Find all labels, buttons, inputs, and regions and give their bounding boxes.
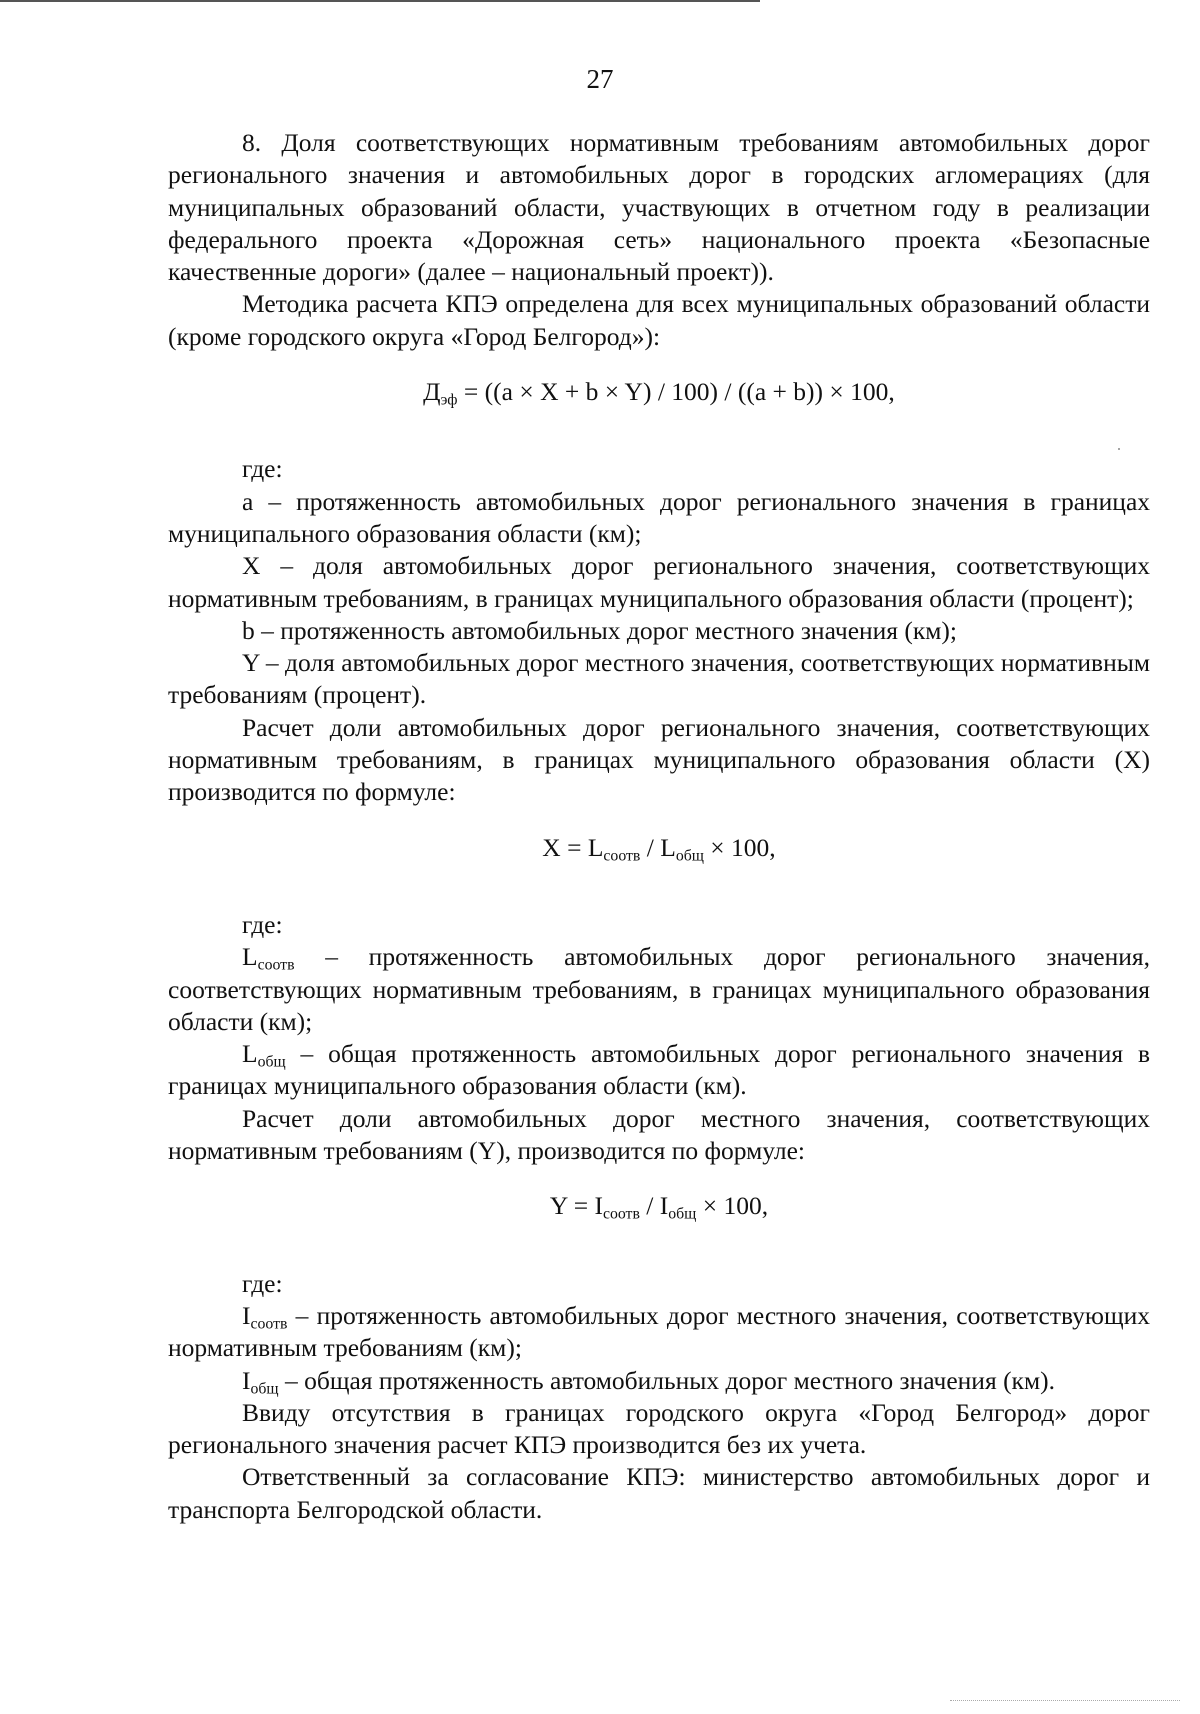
- text-line: – общая протяженность автомобильных дорог регионального: [285, 1039, 1012, 1069]
- where-label: где:: [242, 454, 283, 484]
- calculation-x-paragraph: [168, 712, 1150, 809]
- formula-part: × 100,: [696, 1191, 769, 1221]
- formula-y: [168, 1190, 1150, 1222]
- formula-part: Y = I: [549, 1191, 603, 1221]
- symbol-subscript: общ: [257, 1053, 286, 1071]
- scan-edge-dots: [950, 1700, 1180, 1701]
- formula-expression: = ((a × X + b × Y) / 100) / ((a + b)) × 100,: [457, 377, 895, 407]
- where-label: где:: [242, 1268, 283, 1298]
- text-line: дорог и транспорта Белгородской области.: [168, 1462, 1150, 1524]
- definition-y: [168, 647, 1150, 712]
- text-line: области (кроме городского округа «Город Белгород»):: [168, 289, 1150, 351]
- symbol: I: [242, 1300, 251, 1330]
- text-line: образования области (процент);: [788, 583, 1134, 613]
- text-line: национальный проект)).: [511, 257, 774, 287]
- text-line: Ввиду отсутствия в границах городского округа «Город Белгород» дорог: [242, 1397, 1150, 1427]
- text-line: в границах муниципального образования области (км);: [168, 486, 1151, 548]
- text-line: соответствующих нормативным требованиям, в границах муниципального: [168, 712, 1151, 775]
- methodology-paragraph: [168, 288, 1150, 353]
- text-line: Методика расчета КПЭ определена для всех муниципальных образований: [242, 289, 1058, 319]
- text-line: 8. Доля соответствующих нормативным требованиям автомобильных: [242, 128, 1069, 157]
- text-line: a – протяженность автомобильных дорог регионального значения: [242, 486, 1009, 516]
- text-line: регионального значения расчет КПЭ производится без их учета.: [168, 1430, 867, 1460]
- top-border-line: [0, 0, 760, 2]
- definition-a: [168, 486, 1150, 551]
- text-line: национального проекта «Безопасные качественные дороги» (далее –: [168, 224, 1151, 287]
- text-line: нормативным требованиям (процент).: [168, 648, 1151, 710]
- formula-part: / L: [640, 832, 676, 862]
- formula-symbol: Д: [423, 377, 441, 407]
- text-line: агломерациях (для муниципальных образований области, участвующих: [168, 160, 1151, 222]
- text-line: – общая протяженность автомобильных дорог местного значения: [278, 1365, 997, 1395]
- text-line: образования области (км);: [168, 974, 1150, 1036]
- symbol-subscript: общ: [250, 1380, 279, 1398]
- text-line: Расчет доли автомобильных дорог регионального значения,: [242, 712, 941, 742]
- responsible-party-paragraph: [168, 1461, 1150, 1526]
- formula-subscript: общ: [668, 1206, 697, 1224]
- symbol-subscript: соотв: [250, 1315, 288, 1333]
- definition-b: b – протяженность автомобильных дорог местного значения (км);: [242, 615, 958, 645]
- text-line: – протяженность автомобильных дорог регионального значения,: [294, 942, 1150, 972]
- formula-part: X = L: [542, 832, 604, 862]
- formula-subscript: эф: [440, 391, 458, 409]
- text-line: (км).: [1003, 1365, 1055, 1395]
- text-line: соответствующих нормативным требованиям (км);: [168, 1300, 1151, 1363]
- definition-i-obsch: [168, 1365, 1150, 1397]
- text-line: значения в границах муниципального образования области (км).: [168, 1039, 1151, 1101]
- text-line: нормативным требованиям (Y), производится по формуле:: [168, 1136, 806, 1166]
- text-line: дорог регионального значения и автомобильных дорог в городских: [168, 128, 1151, 190]
- text-line: в отчетном году в реализации федерального проекта «Дорожная сеть»: [168, 192, 1150, 254]
- symbol: I: [242, 1365, 251, 1395]
- document-body: [168, 127, 1150, 1526]
- page-number: 27: [586, 64, 614, 94]
- formula-part: × 100,: [703, 832, 776, 862]
- text-line: образования области (X) производится по формуле:: [168, 745, 1150, 807]
- scan-speck: [1118, 448, 1120, 450]
- formula-part: / I: [639, 1191, 669, 1221]
- definition-x: [168, 550, 1150, 615]
- text-line: соответствующих нормативным требованиям, в границах муниципального: [168, 551, 1151, 613]
- where-label: где:: [242, 909, 283, 939]
- belgorod-exception-paragraph: [168, 1397, 1150, 1462]
- definition-l-obsch: [168, 1038, 1150, 1103]
- definition-i-sootv: [168, 1300, 1150, 1365]
- calculation-y-paragraph: [168, 1103, 1150, 1168]
- formula-subscript: общ: [675, 847, 704, 865]
- text-line: соответствующих нормативным требованиям, в границах муниципального: [168, 974, 1005, 1004]
- formula-subscript: соотв: [602, 1206, 640, 1224]
- text-line: Y – доля автомобильных дорог местного значения, соответствующих: [242, 648, 995, 678]
- text-line: Ответственный за согласование КПЭ: министерство автомобильных: [242, 1462, 1041, 1492]
- symbol-subscript: соотв: [257, 956, 295, 974]
- definition-l-sootv: [168, 941, 1150, 1038]
- text-line: – протяженность автомобильных дорог местного значения,: [287, 1300, 949, 1330]
- formula-x: [168, 832, 1150, 864]
- paragraph-8-heading: [168, 127, 1150, 288]
- symbol: L: [242, 1039, 258, 1069]
- symbol: L: [242, 942, 258, 972]
- text-line: Расчет доли автомобильных дорог местного значения, соответствующих: [242, 1103, 1150, 1133]
- formula-d-ef: [168, 376, 1150, 408]
- formula-subscript: соотв: [603, 847, 641, 865]
- text-line: X – доля автомобильных дорог регионального значения,: [242, 551, 937, 581]
